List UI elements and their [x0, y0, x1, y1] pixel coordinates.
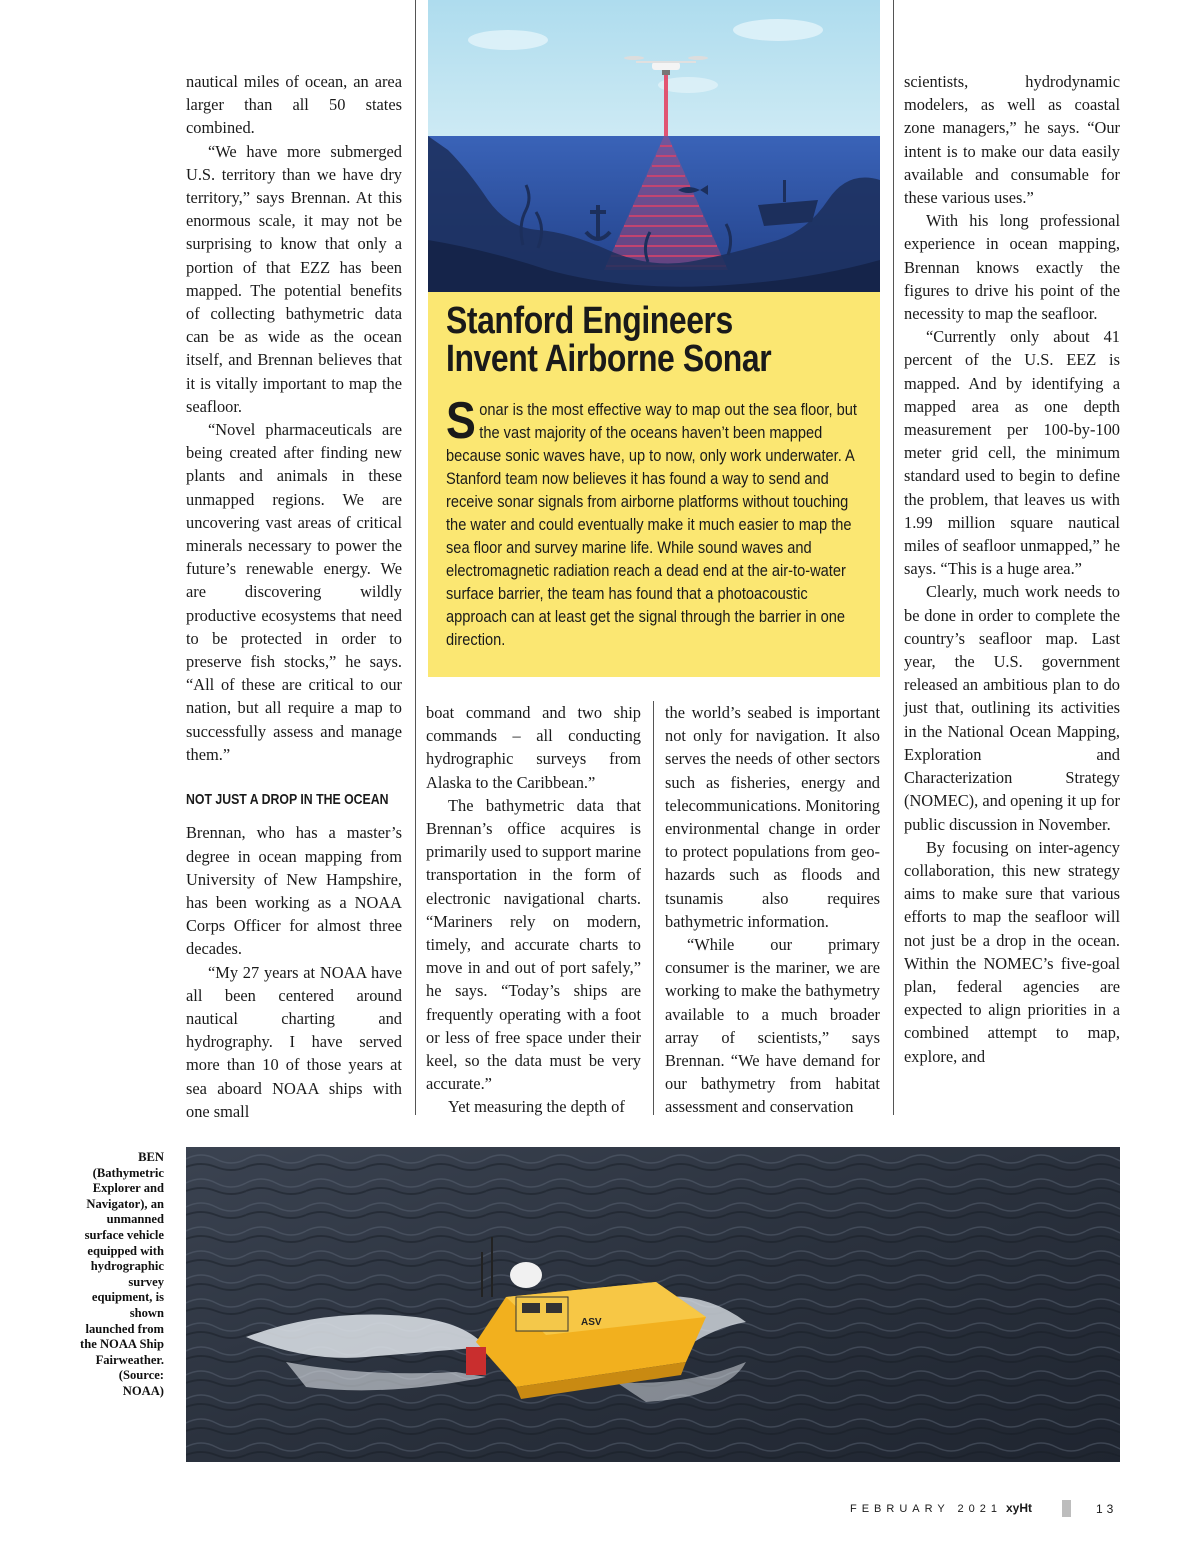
paragraph: “We have more submerged U.S. territory than we have dry territory,” says Brennan. At this enormous scale, it may not be surprising to know that only a portion of that EZZ has been mapped. The potential benefits of collecting bathymetric data can be as wide as the ocean itself, and Brennan believes that it is vitally important to map the seafloor. [186, 141, 402, 416]
photo-svg [186, 1147, 1120, 1462]
laser-beam [664, 75, 668, 136]
paragraph: “Currently only about 41 percent of the U.S. EEZ is mapped. And by identifying a mapped area as one depth measurement per 100-by-100 meter grid cell, the minimum standard used to begin to define the problem, that leaves us with 1.99 million square nautical miles of seafloor unmapped,” he says. “This is a huge area.” [904, 327, 1120, 579]
column-rule [415, 0, 416, 1115]
paragraph: nautical miles of ocean, an area larger than all 50 states combined. [186, 72, 402, 138]
sidebar-title-line: Stanford Engineers [446, 300, 733, 342]
drop-cap: S [446, 392, 476, 450]
sidebar-title-line: Invent Airborne Sonar [446, 338, 772, 380]
sidebar-title [446, 302, 858, 378]
paragraph: Brennan, who has a master’s degree in ocean mapping from University of New Hampshire, has been working as a NOAA Corps Officer for almost three decades. [186, 823, 402, 959]
paragraph: boat command and two ship commands – all conducting hydrographic surveys from Alaska to the Caribbean.” [426, 703, 641, 792]
footer-divider-bar [1062, 1500, 1071, 1517]
footer-magazine-name: xyHt [1006, 1501, 1033, 1515]
section-subhead: NOT JUST A DROP IN THE OCEAN [186, 791, 389, 809]
airborne-sonar-illustration [428, 0, 880, 292]
paragraph: Clearly, much work needs to be done in order to complete the country’s seafloor map. Last year, the U.S. government released an ambitious plan to do just that, outlining its activities in the National Ocean Mapping, Exploration and Characterization Strategy (NOMEC), and opening it up for public discussion in November. [904, 582, 1120, 834]
article-column-2 [426, 701, 641, 1119]
footer-date: FEBRUARY 2021 [850, 1503, 1003, 1515]
paragraph: With his long professional experience in ocean mapping, Brennan knows exactly the figures to drive his point of the necessity to map the seafloor. [904, 211, 1120, 324]
paragraph: Yet measuring the depth of [448, 1097, 625, 1117]
column-rule [893, 0, 894, 1115]
page-number: 13 [1096, 1502, 1118, 1516]
article-column-1 [186, 70, 402, 1123]
boat-label: ASV [581, 1317, 602, 1328]
sidebar-body [446, 392, 861, 651]
paragraph: By focusing on inter-agency collaboration, this new strategy aims to make sure that various efforts to map the seafloor will not just be a drop in the ocean. Within the NOMEC’s five-goal plan, federal agencies are expected to align priorities in a combined attempt to map, explore, and [904, 837, 1120, 1066]
paragraph: “My 27 years at NOAA have all been centered around nautical charting and hydrography. I have served more than 10 of those years at sea aboard NOAA ships with one small [186, 962, 402, 1121]
paragraph: The bathymetric data that Brennan’s office acquires is primarily used to support marine transportation in the form of electronic navigational charts. “Mariners rely on modern, timely, and accurate charts to move in and out of port safely,” he says. “Today’s ships are frequently operating with a foot or less of free space under their keel, so the data must be very accurate.” [426, 795, 641, 1094]
sidebar-body-text: onar is the most effective way to map out the sea floor, but the vast majority of the oceans haven’t been mapped because sonic waves have, up to now, only work underwater. A Stanford team now believes it has found a way to send and receive sonar signals from airborne platforms without touching the water and could eventually make it much easier to map the sea floor and survey marine life. While sound waves and electromagnetic radiation reach a dead end at the air-to-water surface barrier, the team has found that a photoacoustic approach can at least get the signal through the barrier in one direction. [446, 400, 857, 649]
column-rule [653, 701, 654, 1115]
paragraph: “While our primary consumer is the mariner, we are working to make the bathymetry available to a much broader array of scientists,” says Brennan. “We have demand for our bathymetry from habitat assessment and conservation [665, 935, 880, 1117]
article-column-3 [665, 701, 880, 1119]
paragraph: the world’s seabed is important not only for navigation. It also serves the needs of other sectors such as fisheries, energy and telecommunications. Monitoring environmental change in order to protect populations from geo-hazards such as floods and tsunamis also requires bathymetric information. [665, 703, 880, 931]
photo-caption: BEN (Bathymetric Explorer and Navigator), an unmanned surface vehicle equipped with hydrographic survey equipment, is shown launched from the NOAA Ship Fairweather. (Source: NOAA) [80, 1150, 164, 1398]
paragraph: “Novel pharmaceuticals are being created after finding new plants and animals in these unmapped regions. We are uncovering vast areas of critical minerals necessary to power the future’s renewable energy. We are discovering wildly productive ecosystems that need to be protected in order to preserve fish stocks,” he says. “All of these are critical to our nation, but all require a map to successfully assess and manage them.” [186, 420, 402, 764]
usv-photo [186, 1147, 1120, 1462]
illustration-svg [428, 0, 880, 292]
paragraph: scientists, hydrodynamic modelers, as well as coastal zone managers,” he says. “Our intent is to make our data easily available and consumable for these various uses.” [904, 72, 1120, 208]
article-column-4 [904, 70, 1120, 1068]
sidebar-box [428, 292, 880, 677]
